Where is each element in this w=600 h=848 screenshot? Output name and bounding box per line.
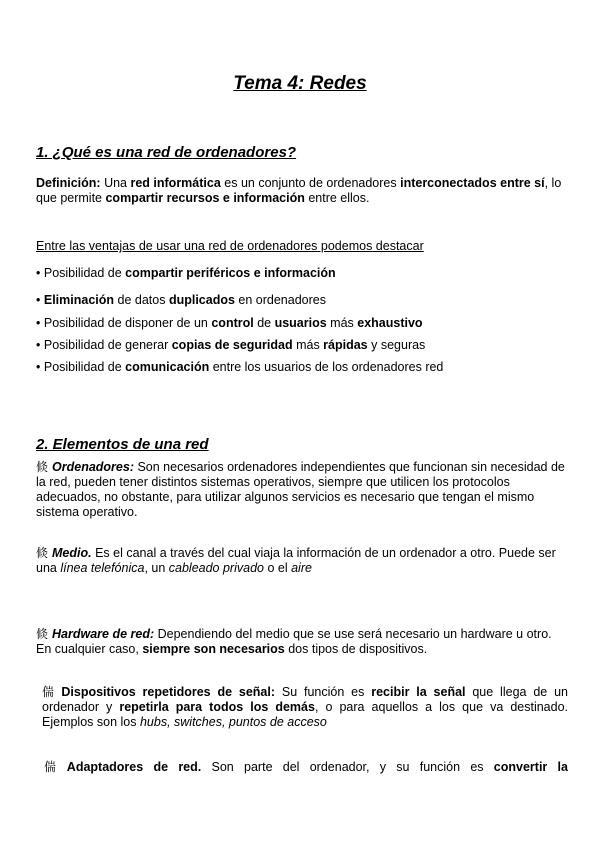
bullet-symbol-icon: 倐 bbox=[36, 627, 49, 641]
advantages-intro: Entre las ventajas de usar una red de ordenadores podemos destacar bbox=[36, 239, 424, 253]
section-2-heading: 2. Elementos de una red bbox=[36, 436, 209, 453]
medio-paragraph: 倐 Medio. Es el canal a través del cual viaja la información de un ordenador a otro. Puede ser una línea telefónica, un cableado privado o el aire bbox=[36, 546, 556, 575]
ordenadores-paragraph: 倐 Ordenadores: Son necesarios ordenadores independientes que funcionan sin necesidad de la red, pueden tener distintos sistemas operativos, siempre que utilicen los protocolos adecuados, no obstante, para utilizar algunos servicios es necesario que tengan el mismo sistema operativo. bbox=[36, 460, 565, 519]
section-1-heading: 1. ¿Qué es una red de ordenadores? bbox=[36, 144, 297, 161]
bullet-symbol-icon: 倐 bbox=[36, 460, 49, 474]
list-item: • Posibilidad de compartir periféricos e información bbox=[36, 266, 336, 280]
adaptadores-paragraph: 偳 Adaptadores de red. Son parte del ordenador, y su función es convertir la bbox=[44, 760, 568, 774]
definition-label: Definición: bbox=[36, 176, 101, 190]
list-item: • Eliminación de datos duplicados en ordenadores bbox=[36, 293, 326, 307]
hardware-paragraph: 倐 Hardware de red: Dependiendo del medio que se use será necesario un hardware u otro. En cualquier caso, siempre son necesarios dos tipos de dispositivos. bbox=[36, 627, 552, 656]
list-item: • Posibilidad de comunicación entre los usuarios de los ordenadores red bbox=[36, 360, 444, 374]
bullet-symbol-icon: 倐 bbox=[36, 546, 49, 560]
repetidores-paragraph: 偳 Dispositivos repetidores de señal: Su función es recibir la señal que llega de un ordenador y repetirla para todos los demás, o para aquellos a los que va destinado. Ejemplos son los hubs, switches, puntos de acceso bbox=[42, 685, 569, 729]
definition-paragraph: Definición: Una red informática es un conjunto de ordenadores interconectados entre sí, lo que permite compartir recursos e información entre ellos. bbox=[36, 176, 562, 205]
bullet-symbol-icon: 偳 bbox=[44, 760, 63, 774]
bullet-symbol-icon: 偳 bbox=[42, 685, 58, 699]
page-title: Tema 4: Redes bbox=[233, 73, 367, 94]
list-item: • Posibilidad de disponer de un control de usuarios más exhaustivo bbox=[36, 316, 423, 330]
list-item: • Posibilidad de generar copias de seguridad más rápidas y seguras bbox=[36, 338, 426, 352]
